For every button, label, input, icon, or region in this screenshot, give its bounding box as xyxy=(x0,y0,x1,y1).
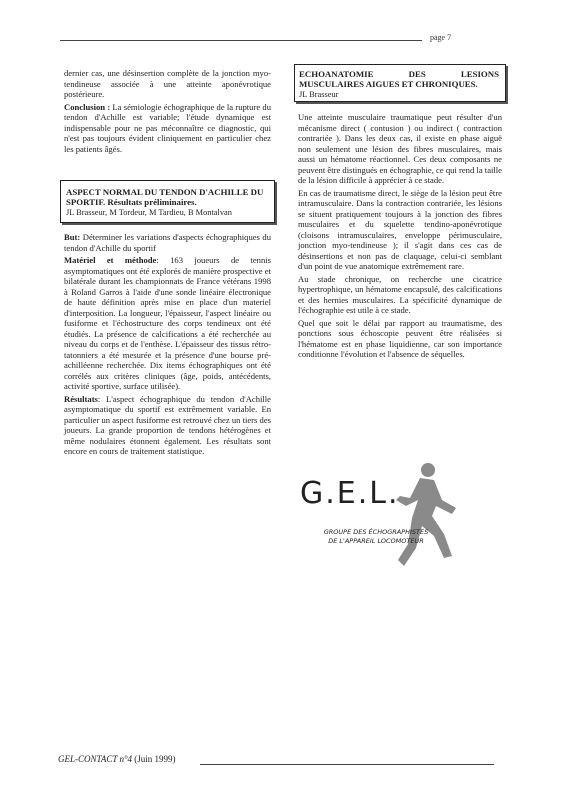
paragraph-4: Quel que soit le délai par rapport au traumatisme, des ponctions sous échoscopie peuvent être réalisées si l'hématome est en phase liquidienne, car son importance conditionne l'évolution et l'absence de séquelles. xyxy=(298,317,502,359)
article-title: ASPECT NORMAL DU TENDON D'ACHILLE DU SPORTIF. Résultats préliminaires. xyxy=(66,187,264,207)
but-label: But: xyxy=(64,232,81,242)
paragraph-2: En cas de traumatisme direct, le siège de la lésion peut être intramusculaire. Dans la contraction contrariée, les lésions se situent pratiquement toujours à la jonction des fibres musculaires et du squelette tendino-aponévrotique (cloisons intramusculaires, enveloppe périmusculaire, jonction myo-tendineuse ); il s'agit dans ces cas de désinsertions et non pas de claquage, celui-ci semblant d'un point de vue anatomique extrêmement rare. xyxy=(298,187,502,271)
resultats-text: : L'aspect échographique du tendon d'Achille asymptomatique du sportif est extrêmement variable. En particulier un aspect fusiforme est retrouvé chez un tiers des joueurs. La grande proportion de tendons hétérogènes et même nodulaires étonnent également. Les résultats sont encore en cours de traitement statistique. xyxy=(64,393,271,456)
conclusion-paragraph xyxy=(64,102,271,155)
resultats-paragraph xyxy=(64,394,271,457)
resultats-label: Résultats xyxy=(64,393,98,404)
journal-name: GEL-CONTACT xyxy=(58,754,118,764)
runner-icon xyxy=(396,463,456,566)
page-number: page 7 xyxy=(430,33,452,42)
paragraph-3: Au stade chronique, on recherche une cicatrice hypertrophique, un hématome encapsulé, des calcifications et des hernies musculaires. La spécificité dynamique de l'échographie est utile à ce stade. xyxy=(298,273,502,315)
methode-text: : 163 joueurs de tennis asymptomatiques ont été explorés de manière prospective et bilatérale durant les championnats de France vétérans 1998 à Roland Garros à l'aide d'une sonde linéaire électronique de haute définition après mise en place d'un materiel d'interposition. La longueur, l'épaisseur, l'aspect linéaire ou fusiforme et l'échostructure des corps tendineux ont été étudiés. La présence de calcifications a été recherchée au niveau du corps et de l'enthèse. L'épaisseur des tissus rétro-tatonniers a été mesurée et la présence d'une bourse pré-achilléenne recherchée. Dix items échographiques ont été corrélés aux critères cliniques (âge, poids, antécédents, activité sportive, surface utilisée). xyxy=(64,255,271,391)
issue-number: n°4 xyxy=(117,754,133,764)
article-title-box-right xyxy=(294,64,506,102)
methode-label: Matériel et méthode xyxy=(64,255,157,265)
article-authors: JL Brasseur, M Tordeur, M Tardieu, B Montalvan xyxy=(66,208,232,217)
article-title-line-1: ECHOANATOMIE DES LESIONS xyxy=(299,69,499,79)
conclusion-text: La sémiologie échographique de la rupture du tendon d'Achille est variable; l'étude dynamique est indispensable pour ne pas méconnaître ce diagnostic, qui n'est pas toujours évident cliniquement en particulier chez les patients âgés. xyxy=(64,101,271,154)
intro-paragraph: dernier cas, une désinsertion complète de la jonction myo-tendineuse associée à une atteinte aponévrotique postérieure. xyxy=(64,68,271,99)
issue-date: (Juin 1999) xyxy=(132,754,176,764)
header-rule xyxy=(60,40,422,41)
logo-letters: G.E.L. xyxy=(300,476,400,511)
gel-logo xyxy=(292,456,462,576)
paragraph-1: Une atteinte musculaire traumatique peut résulter d'un mécanisme direct ( contusion ) ou indirect ( contraction contrariée ). Dans les deux cas, il existe en phase aiguë non seulement une lésion des fibres musculaires, mais aussi un hématome réactionnel. Ces deux composants ne peuvent être distingués en échographie, ce qui rend la taille de la lésion difficile à apprécier à ce stade. xyxy=(298,112,502,185)
left-article-body xyxy=(64,232,271,459)
footer-rule xyxy=(200,764,494,765)
article-title-box-left xyxy=(60,180,275,223)
conclusion-label: Conclusion : xyxy=(64,101,111,112)
left-column xyxy=(64,68,271,156)
right-column xyxy=(298,112,502,362)
but-paragraph xyxy=(64,232,271,253)
article-author: JL Brasseur xyxy=(299,90,339,99)
logo-subtitle-line-1: GROUPE DES ÉCHOGRAPHISTES xyxy=(323,528,429,536)
logo-subtitle-line-2: DE L'APPAREIL LOCOMOTEUR xyxy=(328,537,424,545)
footer xyxy=(58,754,176,764)
methode-paragraph xyxy=(64,255,271,392)
article-title-line-2: MUSCULAIRES AIGUES ET CHRONIQUES. xyxy=(299,79,478,89)
logo-subtitle xyxy=(306,528,446,546)
but-text: Déterminer les variations d'aspects échographiques du tendon d'Achille du sportif xyxy=(64,232,271,253)
